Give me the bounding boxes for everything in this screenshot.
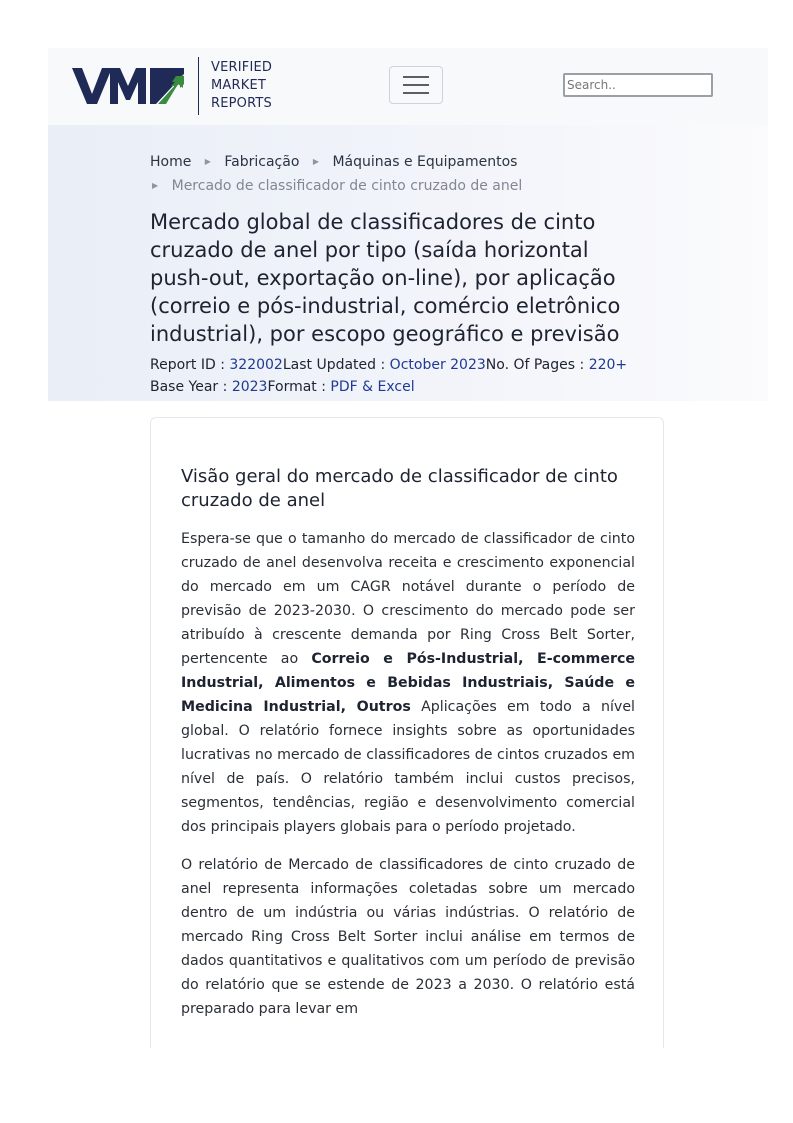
logo-line-1: VERIFIED — [211, 60, 273, 75]
format-label: Format : — [267, 379, 331, 395]
report-id-label: Report ID : — [150, 357, 230, 373]
logo-divider — [198, 57, 199, 115]
hamburger-icon — [403, 75, 429, 95]
breadcrumb-current: Mercado de classificador de cinto cruzado de anel — [171, 178, 523, 194]
breadcrumb-fabricacao[interactable]: Fabricação — [224, 154, 300, 170]
overview-p1-text-b: Aplicações em todo a nível global. O relatório fornece insights sobre as oportunidades lucrativas no mercado de classificadores de cintos cruzados em nível de país. O relatório também inclui custos precisos, segmentos, tendências, região e desenvolvimento comercial dos principais players globais para o período projetado. — [181, 699, 636, 835]
pages-label: No. Of Pages : — [485, 357, 589, 373]
chevron-right-icon: ▶ — [204, 157, 211, 166]
breadcrumb — [150, 150, 650, 198]
page-title: Mercado global de classificadores de cinto cruzado de anel por tipo (saída horizontal push-out, exportação on-line), por aplicação (correio e pós-industrial, comércio eletrônico industrial), por escopo geográfico e previsão — [150, 210, 621, 346]
report-id-value: 322002 — [229, 357, 283, 373]
logo-line-2: MARKET — [211, 78, 267, 93]
overview-p1-applications: Correio e Pós-Industrial, E-commerce Industrial, Alimentos e Bebidas Industriais, Saúde e Medicina Industrial, Outros — [181, 651, 635, 715]
logo-wordmark — [211, 59, 272, 113]
logo[interactable] — [72, 56, 272, 116]
overview-paragraph-1 — [181, 527, 635, 839]
navbar — [48, 48, 768, 126]
overview-p1-text-a: Espera-se que o tamanho do mercado de classificador de cinto cruzado de anel desenvolva receita e crescimento exponencial do mercado em um CAGR notável durante o período de previsão de 2023-2030. O crescimento do mercado pode ser atribuído à crescente demanda por Ring Cross Belt Sorter, pertencente ao — [181, 531, 635, 667]
base-year-value: 2023 — [231, 379, 268, 395]
search-input[interactable] — [563, 73, 713, 97]
chevron-right-icon: ▶ — [312, 157, 320, 166]
base-year-label: Base Year : — [150, 379, 232, 395]
overview-card — [150, 417, 664, 1048]
breadcrumb-maquinas[interactable]: Máquinas e Equipamentos — [332, 154, 518, 170]
last-updated-label: Last Updated : — [282, 357, 390, 373]
report-hero — [48, 125, 768, 401]
vmr-logo-icon — [72, 66, 184, 106]
overview-paragraph-2: O relatório de Mercado de classificadores de cinto cruzado de anel representa informações coletadas sobre um mercado dentro de um indústria ou várias indústrias. O relatório de mercado Ring Cross Belt Sorter inclui análise em termos de dados quantitativos e qualitativos com um período de previsão do relatório que se estende de 2023 a 2030. O relatório está preparado para levar em — [181, 857, 635, 1017]
breadcrumb-home[interactable]: Home — [150, 154, 192, 170]
menu-toggle-button[interactable] — [389, 66, 443, 104]
chevron-right-icon: ▶ — [152, 181, 159, 190]
page — [48, 48, 768, 1048]
format-value: PDF & Excel — [330, 379, 415, 395]
pages-value: 220+ — [588, 357, 628, 373]
last-updated-value: October 2023 — [389, 357, 486, 373]
logo-line-3: REPORTS — [211, 96, 272, 111]
report-meta — [150, 354, 650, 398]
overview-heading: Visão geral do mercado de classificador de cinto cruzado de anel — [181, 466, 618, 511]
